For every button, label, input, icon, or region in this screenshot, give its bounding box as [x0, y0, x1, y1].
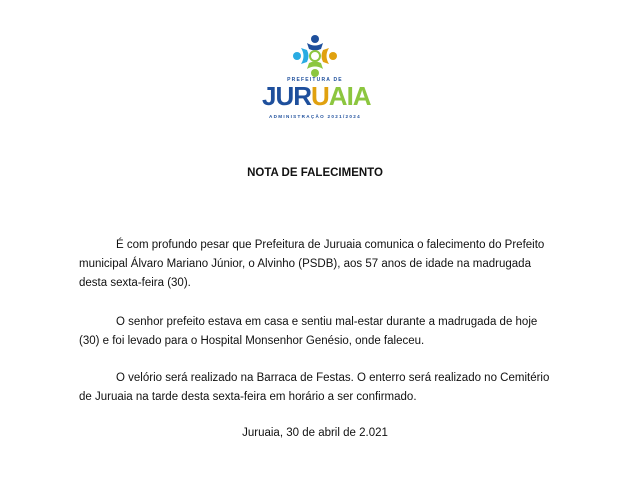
- people-circle-logo-icon: [292, 34, 338, 78]
- paragraph-2: O senhor prefeito estava em casa e sentiu mal-estar durante a madrugada de hoje (30) e foi levado para o Hospital Monsenhor Genésio, onde faleceu.: [79, 316, 538, 347]
- logo-word-part2: U: [311, 81, 329, 111]
- prefeitura-logo: [262, 34, 371, 124]
- logo-wordmark: [262, 81, 371, 111]
- logo-word-part3: AIA: [328, 81, 371, 111]
- date-line: Juruaia, 30 de abril de 2.021: [242, 427, 388, 439]
- logo-word-part1: JUR: [262, 81, 312, 111]
- paragraph-3: O velório será realizado na Barraca de Festas. O enterro será realizado no Cemitério de Juruaia na tarde desta sexta-feira em horário a ser confirmado.: [79, 372, 550, 403]
- logo-admin-text: ADMINISTRAÇÃO 2021/2024: [269, 114, 361, 119]
- logo-top-text: PREFEITURA DE: [287, 77, 343, 83]
- paragraph-1: É com profundo pesar que Prefeitura de Juruaia comunica o falecimento do Prefeito municipal Álvaro Mariano Júnior, o Alvinho (PSDB), aos 57 anos de idade na madrugada desta sexta-feira (30).: [79, 239, 545, 289]
- document-title: NOTA DE FALECIMENTO: [247, 167, 383, 179]
